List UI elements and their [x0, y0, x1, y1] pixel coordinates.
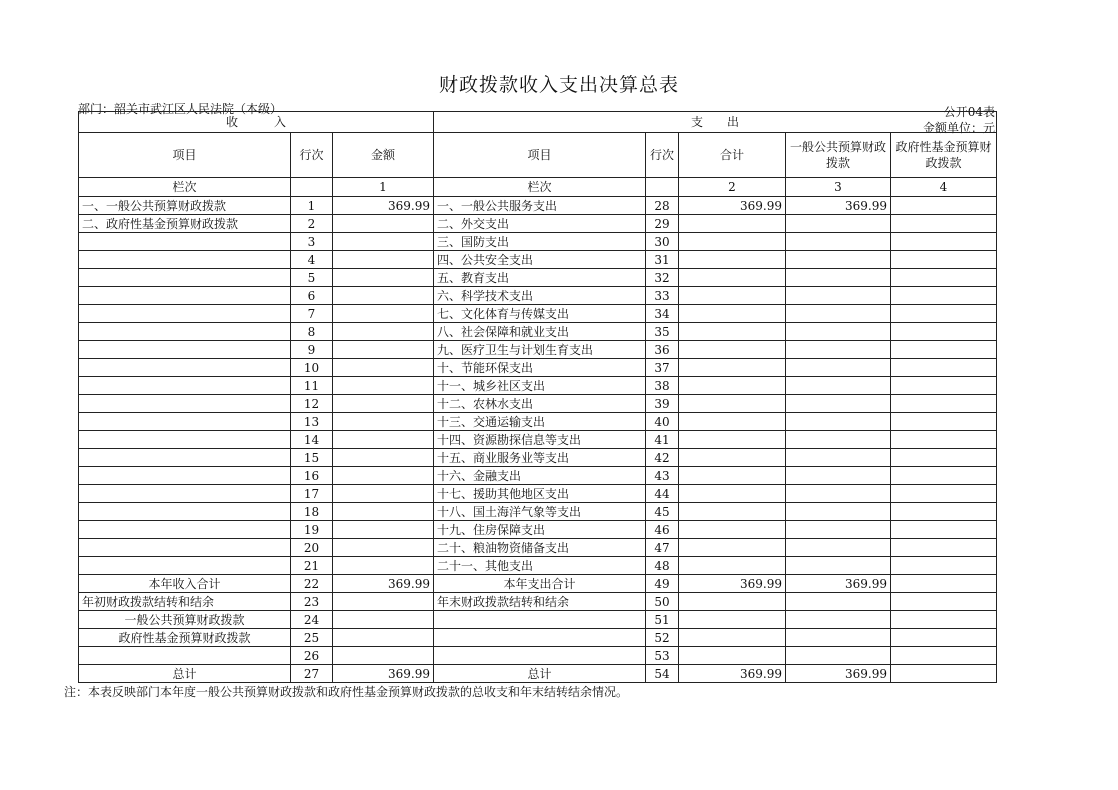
- income-amount-cell: [333, 557, 434, 575]
- income-section-header: 收 入: [79, 112, 434, 133]
- income-row: [79, 503, 434, 521]
- income-item-cell: [79, 647, 291, 665]
- expense-row-number: 40: [646, 413, 679, 431]
- expense-row-number: 28: [646, 197, 679, 215]
- income-row-number: 14: [291, 431, 333, 449]
- income-row-number: 16: [291, 467, 333, 485]
- expense-row-number: 32: [646, 269, 679, 287]
- expense-total-cell: [679, 341, 786, 359]
- expense-total-cell: [679, 323, 786, 341]
- expense-item-cell: 三、国防支出: [434, 233, 646, 251]
- expense-total-cell: [679, 395, 786, 413]
- expense-item-cell: 七、文化体育与传媒支出: [434, 305, 646, 323]
- income-amount-cell: [333, 611, 434, 629]
- expense-row-number: 48: [646, 557, 679, 575]
- income-amount-cell: [333, 341, 434, 359]
- expense-total-cell: [679, 593, 786, 611]
- expense-fund-cell: [891, 521, 997, 539]
- income-item-cell: 政府性基金预算财政拨款: [79, 629, 291, 647]
- expense-row: [434, 197, 997, 215]
- income-amount-cell: [333, 521, 434, 539]
- income-amount-cell: [333, 215, 434, 233]
- expense-item-cell: 十五、商业服务业等支出: [434, 449, 646, 467]
- expense-fund-cell: [891, 557, 997, 575]
- income-row-number: 20: [291, 539, 333, 557]
- income-item-cell: 年初财政拨款结转和结余: [79, 593, 291, 611]
- expense-row: [434, 557, 997, 575]
- income-row-number: 24: [291, 611, 333, 629]
- expense-item-cell: 十一、城乡社区支出: [434, 377, 646, 395]
- income-row: [79, 539, 434, 557]
- expense-row-number: 45: [646, 503, 679, 521]
- income-amount-cell: [333, 449, 434, 467]
- expense-row-number: 54: [646, 665, 679, 683]
- expense-col-item: 项目: [434, 133, 646, 178]
- income-row-number: 15: [291, 449, 333, 467]
- expense-total-cell: [679, 233, 786, 251]
- income-item-cell: 一般公共预算财政拨款: [79, 611, 291, 629]
- income-lanci-row: [291, 178, 333, 197]
- income-row-number: 26: [291, 647, 333, 665]
- income-table: [78, 111, 434, 683]
- income-row: [79, 647, 434, 665]
- expense-item-cell: [434, 647, 646, 665]
- expense-item-cell: 二十一、其他支出: [434, 557, 646, 575]
- expense-item-cell: [434, 629, 646, 647]
- income-amount-cell: [333, 467, 434, 485]
- income-amount-cell: [333, 359, 434, 377]
- expense-fund-cell: [891, 341, 997, 359]
- expense-row-number: 31: [646, 251, 679, 269]
- income-row-number: 5: [291, 269, 333, 287]
- expense-row: [434, 449, 997, 467]
- report-title: 财政拨款收入支出决算总表: [438, 74, 679, 96]
- expense-item-cell: 二、外交支出: [434, 215, 646, 233]
- expense-general-cell: [786, 413, 891, 431]
- expense-general-cell: [786, 629, 891, 647]
- income-col-row: 行次: [291, 133, 333, 178]
- income-row: [79, 359, 434, 377]
- income-amount-cell: [333, 503, 434, 521]
- expense-total-cell: [679, 449, 786, 467]
- income-row-number: 23: [291, 593, 333, 611]
- expense-general-cell: [786, 341, 891, 359]
- income-row-number: 7: [291, 305, 333, 323]
- income-item-cell: [79, 413, 291, 431]
- expense-row: [434, 431, 997, 449]
- expense-row: [434, 629, 997, 647]
- expense-fund-cell: [891, 503, 997, 521]
- income-row: [79, 323, 434, 341]
- expense-general-cell: [786, 611, 891, 629]
- expense-total-cell: [679, 485, 786, 503]
- expense-total-cell: [679, 251, 786, 269]
- expense-total-cell: [679, 215, 786, 233]
- expense-item-cell: 十四、资源勘探信息等支出: [434, 431, 646, 449]
- expense-general-cell: [786, 269, 891, 287]
- income-row-number: 21: [291, 557, 333, 575]
- expense-fund-cell: [891, 251, 997, 269]
- expense-total-cell: [679, 521, 786, 539]
- expense-lanci-fund: 4: [891, 178, 997, 197]
- expense-total-cell: [679, 359, 786, 377]
- expense-general-cell: [786, 377, 891, 395]
- income-row: [79, 305, 434, 323]
- expense-col-row: 行次: [646, 133, 679, 178]
- expense-row: [434, 575, 997, 593]
- expense-row-number: 35: [646, 323, 679, 341]
- income-amount-cell: 369.99: [333, 197, 434, 215]
- income-row: [79, 287, 434, 305]
- income-col-item: 项目: [79, 133, 291, 178]
- income-row-number: 25: [291, 629, 333, 647]
- amount-unit: 金额单位：元: [922, 121, 995, 135]
- expense-fund-cell: [891, 359, 997, 377]
- expense-row: [434, 593, 997, 611]
- expense-row: [434, 251, 997, 269]
- expense-total-cell: [679, 629, 786, 647]
- income-item-cell: [79, 251, 291, 269]
- expense-general-cell: [786, 521, 891, 539]
- expense-row: [434, 233, 997, 251]
- income-row-number: 12: [291, 395, 333, 413]
- expense-fund-cell: [891, 575, 997, 593]
- income-amount-cell: [333, 431, 434, 449]
- expense-fund-cell: [891, 539, 997, 557]
- expense-total-cell: 369.99: [679, 665, 786, 683]
- expense-row: [434, 215, 997, 233]
- expense-item-cell: 总计: [434, 665, 646, 683]
- expense-row: [434, 377, 997, 395]
- income-row: [79, 449, 434, 467]
- expense-fund-cell: [891, 431, 997, 449]
- expense-item-cell: 八、社会保障和就业支出: [434, 323, 646, 341]
- expense-fund-cell: [891, 665, 997, 683]
- income-row: [79, 485, 434, 503]
- expense-row: [434, 323, 997, 341]
- expense-general-cell: [786, 539, 891, 557]
- expense-fund-cell: [891, 413, 997, 431]
- expense-general-cell: [786, 323, 891, 341]
- income-item-cell: [79, 287, 291, 305]
- income-row: [79, 665, 434, 683]
- income-row: [79, 431, 434, 449]
- expense-lanci-row: [646, 178, 679, 197]
- expense-col-total: 合计: [679, 133, 786, 178]
- income-row-number: 1: [291, 197, 333, 215]
- expense-total-cell: 369.99: [679, 197, 786, 215]
- expense-lanci-general: 3: [786, 178, 891, 197]
- expense-row-number: 44: [646, 485, 679, 503]
- expense-row-number: 52: [646, 629, 679, 647]
- income-item-cell: [79, 431, 291, 449]
- expense-row: [434, 611, 997, 629]
- income-item-cell: 总计: [79, 665, 291, 683]
- income-row-number: 13: [291, 413, 333, 431]
- expense-total-cell: [679, 413, 786, 431]
- income-row-number: 10: [291, 359, 333, 377]
- income-row-number: 11: [291, 377, 333, 395]
- income-row: [79, 395, 434, 413]
- expense-fund-cell: [891, 305, 997, 323]
- expense-item-cell: 年末财政拨款结转和结余: [434, 593, 646, 611]
- expense-row: [434, 539, 997, 557]
- expense-fund-cell: [891, 485, 997, 503]
- expense-general-cell: [786, 647, 891, 665]
- expense-total-cell: 369.99: [679, 575, 786, 593]
- expense-col-fund: 政府性基金预算财政拨款: [891, 133, 997, 178]
- expense-fund-cell: [891, 395, 997, 413]
- income-amount-cell: [333, 593, 434, 611]
- income-row-number: 8: [291, 323, 333, 341]
- income-row: [79, 413, 434, 431]
- expense-row: [434, 413, 997, 431]
- expense-total-cell: [679, 647, 786, 665]
- expense-row-number: 30: [646, 233, 679, 251]
- expense-item-cell: 十三、交通运输支出: [434, 413, 646, 431]
- income-amount-cell: [333, 395, 434, 413]
- expense-fund-cell: [891, 287, 997, 305]
- expense-fund-cell: [891, 233, 997, 251]
- income-item-cell: [79, 233, 291, 251]
- expense-general-cell: [786, 251, 891, 269]
- income-row-number: 17: [291, 485, 333, 503]
- expense-row-number: 42: [646, 449, 679, 467]
- expense-row-number: 34: [646, 305, 679, 323]
- expense-general-cell: [786, 593, 891, 611]
- expense-general-cell: 369.99: [786, 575, 891, 593]
- expense-item-cell: 本年支出合计: [434, 575, 646, 593]
- income-item-cell: [79, 557, 291, 575]
- income-row: [79, 629, 434, 647]
- income-row: [79, 197, 434, 215]
- expense-fund-cell: [891, 647, 997, 665]
- expense-total-cell: [679, 467, 786, 485]
- income-row: [79, 269, 434, 287]
- expense-total-cell: [679, 287, 786, 305]
- expense-general-cell: [786, 467, 891, 485]
- expense-total-cell: [679, 377, 786, 395]
- expense-general-cell: [786, 557, 891, 575]
- income-row-number: 3: [291, 233, 333, 251]
- income-col-amount: 金额: [333, 133, 434, 178]
- expense-row-number: 46: [646, 521, 679, 539]
- income-item-cell: [79, 341, 291, 359]
- expense-item-cell: 十七、援助其他地区支出: [434, 485, 646, 503]
- income-item-cell: [79, 521, 291, 539]
- expense-row: [434, 647, 997, 665]
- income-item-cell: [79, 269, 291, 287]
- income-row-number: 9: [291, 341, 333, 359]
- expense-item-cell: 四、公共安全支出: [434, 251, 646, 269]
- income-amount-cell: [333, 251, 434, 269]
- income-row: [79, 557, 434, 575]
- income-amount-cell: 369.99: [333, 575, 434, 593]
- expense-general-cell: [786, 359, 891, 377]
- expense-general-cell: 369.99: [786, 197, 891, 215]
- income-item-cell: [79, 485, 291, 503]
- expense-fund-cell: [891, 269, 997, 287]
- income-amount-cell: [333, 539, 434, 557]
- expense-general-cell: [786, 503, 891, 521]
- expense-row: [434, 395, 997, 413]
- income-row-number: 6: [291, 287, 333, 305]
- expense-item-cell: [434, 611, 646, 629]
- expense-item-cell: 十、节能环保支出: [434, 359, 646, 377]
- income-item-cell: 二、政府性基金预算财政拨款: [79, 215, 291, 233]
- expense-fund-cell: [891, 467, 997, 485]
- income-row: [79, 593, 434, 611]
- income-row: [79, 233, 434, 251]
- income-amount-cell: [333, 323, 434, 341]
- income-item-cell: 本年收入合计: [79, 575, 291, 593]
- expense-fund-cell: [891, 449, 997, 467]
- expense-general-cell: 369.99: [786, 665, 891, 683]
- expense-general-cell: [786, 449, 891, 467]
- expense-row-number: 39: [646, 395, 679, 413]
- income-amount-cell: [333, 233, 434, 251]
- income-row: [79, 251, 434, 269]
- expense-row: [434, 269, 997, 287]
- income-amount-cell: [333, 485, 434, 503]
- income-item-cell: [79, 359, 291, 377]
- income-amount-cell: 369.99: [333, 665, 434, 683]
- expense-row-number: 53: [646, 647, 679, 665]
- expense-lanci-label: 栏次: [434, 178, 646, 197]
- expense-section-header: 支 出: [434, 112, 997, 133]
- expense-table: [433, 111, 997, 683]
- income-lanci-amount: 1: [333, 178, 434, 197]
- income-row: [79, 341, 434, 359]
- expense-fund-cell: [891, 629, 997, 647]
- expense-total-cell: [679, 305, 786, 323]
- expense-item-cell: 十六、金融支出: [434, 467, 646, 485]
- income-item-cell: [79, 539, 291, 557]
- income-item-cell: [79, 395, 291, 413]
- income-amount-cell: [333, 629, 434, 647]
- income-row: [79, 611, 434, 629]
- income-row-number: 18: [291, 503, 333, 521]
- department-label: 部门：韶关市武江区人民法院（本级）: [78, 102, 283, 116]
- expense-row: [434, 521, 997, 539]
- expense-row: [434, 485, 997, 503]
- expense-total-cell: [679, 611, 786, 629]
- income-item-cell: 一、一般公共预算财政拨款: [79, 197, 291, 215]
- expense-row-number: 43: [646, 467, 679, 485]
- expense-row-number: 36: [646, 341, 679, 359]
- expense-fund-cell: [891, 377, 997, 395]
- income-row-number: 19: [291, 521, 333, 539]
- expense-item-cell: 二十、粮油物资储备支出: [434, 539, 646, 557]
- income-amount-cell: [333, 287, 434, 305]
- expense-row-number: 49: [646, 575, 679, 593]
- income-item-cell: [79, 323, 291, 341]
- expense-fund-cell: [891, 323, 997, 341]
- expense-fund-cell: [891, 197, 997, 215]
- expense-row-number: 51: [646, 611, 679, 629]
- expense-item-cell: 十八、国土海洋气象等支出: [434, 503, 646, 521]
- expense-row-number: 47: [646, 539, 679, 557]
- expense-general-cell: [786, 233, 891, 251]
- income-lanci-label: 栏次: [79, 178, 291, 197]
- expense-row-number: 33: [646, 287, 679, 305]
- expense-total-cell: [679, 269, 786, 287]
- income-row: [79, 575, 434, 593]
- expense-general-cell: [786, 215, 891, 233]
- expense-lanci-total: 2: [679, 178, 786, 197]
- expense-fund-cell: [891, 215, 997, 233]
- income-item-cell: [79, 449, 291, 467]
- income-row-number: 22: [291, 575, 333, 593]
- expense-item-cell: 六、科学技术支出: [434, 287, 646, 305]
- expense-row: [434, 341, 997, 359]
- form-number: 公开04表: [943, 105, 995, 119]
- expense-row-number: 41: [646, 431, 679, 449]
- income-row: [79, 377, 434, 395]
- expense-general-cell: [786, 485, 891, 503]
- expense-row-number: 50: [646, 593, 679, 611]
- expense-fund-cell: [891, 593, 997, 611]
- expense-total-cell: [679, 539, 786, 557]
- income-item-cell: [79, 305, 291, 323]
- income-row: [79, 215, 434, 233]
- expense-item-cell: 一、一般公共服务支出: [434, 197, 646, 215]
- income-amount-cell: [333, 647, 434, 665]
- income-amount-cell: [333, 269, 434, 287]
- expense-item-cell: 五、教育支出: [434, 269, 646, 287]
- income-item-cell: [79, 503, 291, 521]
- expense-item-cell: 十九、住房保障支出: [434, 521, 646, 539]
- expense-total-cell: [679, 557, 786, 575]
- expense-fund-cell: [891, 611, 997, 629]
- expense-row: [434, 305, 997, 323]
- expense-row: [434, 665, 997, 683]
- income-item-cell: [79, 467, 291, 485]
- income-item-cell: [79, 377, 291, 395]
- expense-total-cell: [679, 431, 786, 449]
- income-amount-cell: [333, 413, 434, 431]
- expense-general-cell: [786, 287, 891, 305]
- expense-item-cell: 九、医疗卫生与计划生育支出: [434, 341, 646, 359]
- income-amount-cell: [333, 377, 434, 395]
- expense-general-cell: [786, 431, 891, 449]
- expense-row-number: 37: [646, 359, 679, 377]
- expense-general-cell: [786, 305, 891, 323]
- expense-row-number: 29: [646, 215, 679, 233]
- expense-item-cell: 十二、农林水支出: [434, 395, 646, 413]
- income-amount-cell: [333, 305, 434, 323]
- expense-row: [434, 359, 997, 377]
- income-row: [79, 521, 434, 539]
- expense-row: [434, 467, 997, 485]
- income-row-number: 2: [291, 215, 333, 233]
- expense-total-cell: [679, 503, 786, 521]
- expense-row: [434, 503, 997, 521]
- expense-general-cell: [786, 395, 891, 413]
- expense-row-number: 38: [646, 377, 679, 395]
- footnote: 注：本表反映部门本年度一般公共预算财政拨款和政府性基金预算财政拨款的总收支和年末结转结余情况。: [64, 685, 629, 699]
- income-row-number: 27: [291, 665, 333, 683]
- income-row-number: 4: [291, 251, 333, 269]
- expense-row: [434, 287, 997, 305]
- income-row: [79, 467, 434, 485]
- expense-col-general: 一般公共预算财政拨款: [786, 133, 891, 178]
